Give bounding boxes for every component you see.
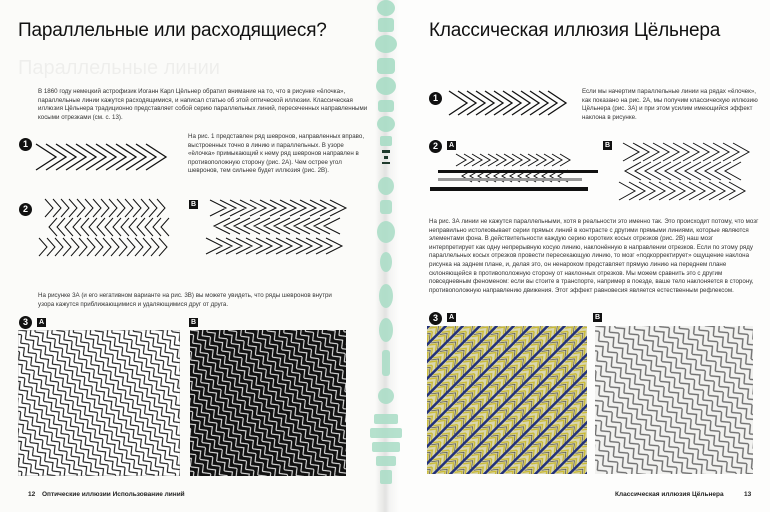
figure-3a-colored-pattern [427, 326, 587, 474]
page-title: Параллельные или расходящиеся? [18, 20, 327, 41]
figure-1-chevrons [445, 88, 575, 118]
figure-1-chevrons [32, 140, 180, 174]
page-title: Классическая иллюзия Цёльнера [429, 20, 721, 41]
svg-text:Параллельные линии: Параллельные линии [18, 57, 220, 79]
page-number: 12 [28, 491, 36, 498]
chevron-row [36, 144, 166, 170]
figure-2b-herringbone [200, 196, 360, 258]
figure-3b-pattern [190, 330, 346, 476]
figure-1-caption: На рис. 1 представлен ряд шевронов, направленных вправо, выстроенных точно в линию и параллельных. В узоре «ёлочка» примыкающий к нему ряд шевронов направлен в противоположную сторону (рис. 2А). Чем острее угол шевронов, тем сильнее будет иллюзия (рис. 2В). [188, 133, 365, 175]
figure-3b-label: B [190, 319, 197, 326]
figure-1-caption: Если мы начертим параллельные линии на рядах «ёлочек», как показано на рис. 2А, мы получим классическую иллюзию Цёльнера (рис. 3А) и при этом усилим имеющийся эффект наклона в рисунке. [582, 88, 758, 121]
footer-section: Оптические иллюзии Использование линий [42, 491, 185, 498]
figure-3-badge: 3 [429, 312, 442, 325]
figure-3b-label: B [594, 314, 601, 321]
mint-decorative-chain [368, 0, 404, 512]
figure-3-caption: На рисунке 3А (и его негативном варианте на рис. 3В) вы можете увидеть, что ряды шевронов внутри узора кажутся приближающимися и удаляющимися друг от друга. [38, 292, 332, 308]
figure-2b-herringbone [613, 140, 759, 202]
figure-2b-label: B [604, 142, 611, 149]
figure-3a-pattern [18, 330, 180, 476]
intro-paragraph: В 1860 году немецкий астрофизик Иоганн Карл Цёльнер обратил внимание на то, что в рисунке «ёлочка», параллельные линии кажутся расходящимися, и написал статью об этой оптической иллюзии. Классическая иллюзия Цёльнера традиционно представляет собой серию параллельных линий, пересеченных направленными косыми отрезками (см. с. 13). [38, 88, 368, 121]
figure-3a-label: A [448, 314, 455, 321]
right-page [385, 0, 770, 512]
figure-1-badge: 1 [429, 92, 442, 105]
figure-1-badge: 1 [19, 138, 32, 151]
figure-2a-bars [430, 150, 598, 200]
figure-2-badge: 2 [429, 140, 442, 153]
figure-3a-label: A [38, 319, 45, 326]
footer-section: Классическая иллюзия Цёльнера [615, 491, 724, 498]
figure-2a-herringbone [33, 196, 181, 260]
page-number: 13 [744, 491, 752, 498]
figure-3b-grey-pattern [595, 326, 753, 474]
faint-title-watermark [18, 56, 378, 82]
body-paragraph: На рис. 3А линии не кажутся параллельными, хотя в реальности это именно так. Это происходит потому, что мозг неправильно истолковывает серии прямых линий в контрасте с другими прямыми линиями, которые являются элементами фона. В действительности каждую серию коротких косых отрезков (рис. 2В) наш мозг интерпретирует как одну непрерывную косую линию, наклонённую в направлении отрезков. Если по этому ряду параллельных косых отрезков провести пересекающую линию, то мозг «подкорректирует» ощущение наклона рисунка на заднем плане, и, делая это, он ненароком представляет прямую линию на переднем плане склоняющейся в противоположную сторону от наклонных отрезков. Мы можем сравнить это с другим повседневным феноменом: если вы стоите в транспорте, например в поезде, ваше тело наклоняется в сторону, противоположную направлению движения. Этот эффект равновесия является естественным рефлексом. [429, 218, 759, 294]
figure-2b-label: B [190, 201, 197, 208]
figure-2-badge: 2 [19, 203, 32, 216]
figure-3-badge: 3 [19, 316, 32, 329]
figure-2a-label: A [448, 142, 455, 149]
